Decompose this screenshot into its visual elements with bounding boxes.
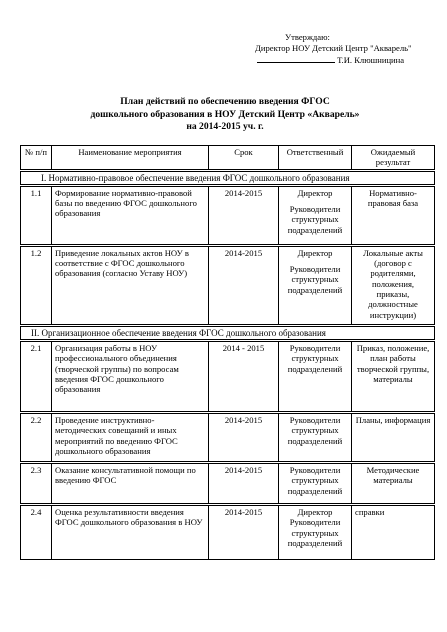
document-title [60, 96, 390, 134]
row-name: Оценка результативности введения ФГОС дошкольного образования в НОУ [52, 505, 209, 560]
row-num: 2.1 [21, 341, 52, 413]
row-responsible: Руководители структурных подразделений [279, 413, 352, 463]
table-row [21, 185, 435, 245]
responsible-primary: Директор [297, 247, 333, 258]
approval-caption: Утверждаю: [285, 32, 330, 42]
row-result: Планы, информация [352, 413, 435, 463]
table-row [21, 505, 435, 560]
title-line-2: дошкольного образования в НОУ Детский Центр «Акварель» [90, 108, 360, 120]
row-term: 2014-2015 [209, 505, 279, 560]
row-result: Нормативно-правовая база [352, 185, 435, 245]
row-num: 1.1 [21, 185, 52, 245]
header-result: Ожидаемый результат [352, 146, 435, 171]
row-term: 2014-2015 [209, 463, 279, 505]
table-header-row [21, 146, 435, 171]
section-row [21, 325, 435, 340]
section-row [21, 170, 435, 185]
responsible-secondary: Руководители структурных подразделений [287, 264, 343, 295]
row-num: 2.4 [21, 505, 52, 560]
row-responsible: Руководители структурных подразделений [279, 341, 352, 413]
approval-position: Директор НОУ Детский Центр "Акварель" [255, 43, 412, 53]
section-title: II. Организационное обеспечение введения ФГОС дошкольного образования [21, 325, 435, 340]
row-term: 2014-2015 [209, 413, 279, 463]
header-name: Наименование мероприятия [52, 146, 209, 171]
approval-signature [255, 54, 440, 66]
row-name: Проведение инструктивно-методических совещаний и иных мероприятий по введению ФГОС дошкольного образования [52, 413, 209, 463]
responsible-primary: Директор [297, 507, 333, 518]
signature-line [257, 54, 335, 63]
approval-block [255, 32, 440, 66]
row-result: Методические материалы [352, 463, 435, 505]
action-plan-table [20, 145, 435, 560]
row-num: 1.2 [21, 245, 52, 325]
row-name: Приведение локальных актов НОУ в соответствие с ФГОС дошкольного образования (согласно Уставу НОУ) [52, 245, 209, 325]
row-responsible [279, 245, 352, 325]
row-name: Формирование нормативно-правовой базы по введению ФГОС дошкольного образования [52, 185, 209, 245]
row-result: Приказ, положение, план работы творческой группы, материалы [352, 341, 435, 413]
table-row [21, 413, 435, 463]
section-title: I. Нормативно-правовое обеспечение введения ФГОС дошкольного образования [21, 170, 435, 185]
row-term: 2014 - 2015 [209, 341, 279, 413]
header-term: Срок [209, 146, 279, 171]
table-row [21, 245, 435, 325]
title-line-3: на 2014-2015 уч. г. [186, 121, 264, 132]
row-name: Оказание консультативной помощи по введению ФГОС [52, 463, 209, 505]
row-num: 2.2 [21, 413, 52, 463]
row-name: Организация работы в НОУ профессионального объединения (творческой группы) по вопросам введения ФГОС дошкольного образования [52, 341, 209, 413]
responsible-secondary: Руководители структурных подразделений [287, 204, 343, 235]
table-row [21, 463, 435, 505]
table-row [21, 341, 435, 413]
row-result: справки [352, 505, 435, 560]
row-responsible [279, 185, 352, 245]
approval-signer: Т.И. Клюшницина [337, 55, 405, 65]
row-responsible [279, 505, 352, 560]
row-responsible: Руководители структурных подразделений [279, 463, 352, 505]
header-num: № п/п [21, 146, 52, 171]
row-result: Локальные акты (договор с родителями, положения, приказы, должностные инструкции) [352, 245, 435, 325]
row-term: 2014-2015 [209, 245, 279, 325]
header-responsible: Ответственный [279, 146, 352, 171]
responsible-secondary: Руководители структурных подразделений [287, 517, 343, 549]
title-line-1: План действий по обеспечению введения ФГОС [120, 96, 330, 107]
responsible-primary: Директор [297, 187, 333, 198]
row-term: 2014-2015 [209, 185, 279, 245]
row-num: 2.3 [21, 463, 52, 505]
